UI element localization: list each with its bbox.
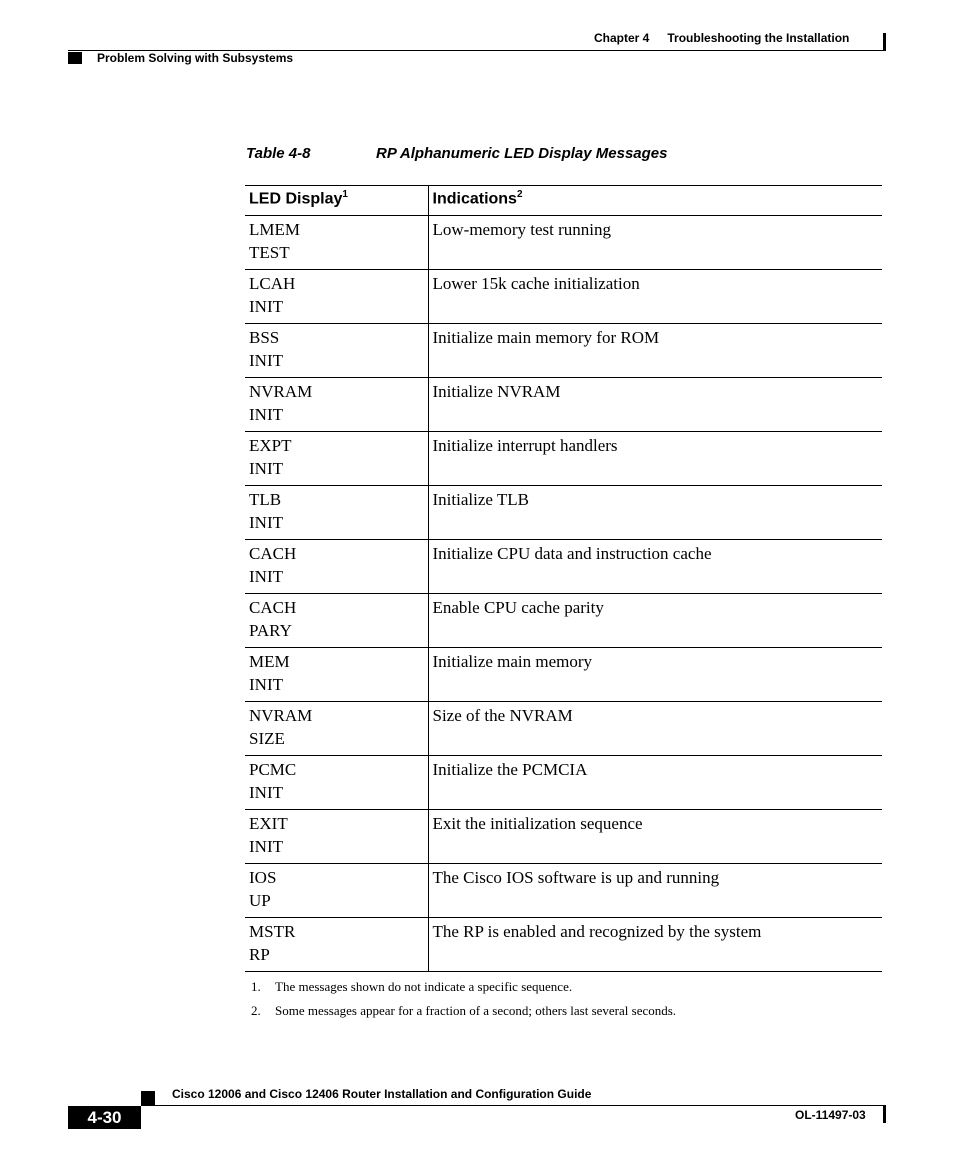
footnote-1: [251, 979, 676, 1003]
indication-cell: Initialize main memory for ROM: [428, 324, 882, 378]
footnote-text: Some messages appear for a fraction of a second; others last several seconds.: [275, 1003, 677, 1018]
indication-cell: Initialize the PCMCIA: [428, 756, 882, 810]
led-display-line-2: INIT: [249, 675, 283, 694]
table-row: [245, 378, 882, 432]
table-title: RP Alphanumeric LED Display Messages: [376, 145, 668, 162]
led-display-cell: [245, 270, 428, 324]
footnote-ref-2: 2: [516, 189, 523, 200]
led-display-line-1: IOS: [249, 868, 277, 887]
table-row: [245, 918, 882, 972]
led-display-line-1: LMEM: [249, 220, 300, 239]
table-row: [245, 594, 882, 648]
footnote-ref-1: 1: [342, 189, 348, 200]
col-header-led-display: [245, 186, 428, 216]
led-display-line-2: UP: [249, 891, 271, 910]
indication-cell: Initialize CPU data and instruction cache: [428, 540, 882, 594]
led-display-line-2: INIT: [249, 351, 283, 370]
led-display-line-1: LCAH: [249, 274, 296, 293]
led-display-line-1: PCMC: [249, 760, 297, 779]
running-header-chapter: [594, 31, 849, 45]
led-display-line-2: INIT: [249, 297, 283, 316]
led-display-line-1: CACH: [249, 598, 297, 617]
footnote-2: [251, 1003, 676, 1027]
led-display-cell: [245, 540, 428, 594]
running-header-section: Problem Solving with Subsystems: [97, 51, 294, 65]
table-footnotes: [251, 979, 676, 1027]
page-number: 4-30: [68, 1106, 141, 1129]
indication-cell: Lower 15k cache initialization: [428, 270, 882, 324]
footer-guide-title: Cisco 12006 and Cisco 12406 Router Installation and Configuration Guide: [172, 1087, 592, 1101]
header-right-bar: [883, 33, 886, 51]
led-display-line-2: PARY: [249, 621, 292, 640]
led-display-cell: [245, 486, 428, 540]
indication-cell: The RP is enabled and recognized by the system: [428, 918, 882, 972]
chapter-label: Chapter 4: [594, 31, 650, 45]
led-display-line-2: INIT: [249, 837, 283, 856]
led-display-line-2: TEST: [249, 243, 290, 262]
led-display-line-1: TLB: [249, 490, 282, 509]
led-display-line-2: INIT: [249, 459, 283, 478]
led-display-line-2: INIT: [249, 567, 283, 586]
indication-cell: Initialize NVRAM: [428, 378, 882, 432]
led-display-line-1: MEM: [249, 652, 290, 671]
led-display-line-2: SIZE: [249, 729, 285, 748]
table-row: [245, 270, 882, 324]
table-number: Table 4-8: [246, 145, 311, 162]
table-header-row: [245, 186, 882, 216]
led-display-line-1: EXIT: [249, 814, 288, 833]
table-caption: [246, 145, 667, 162]
footnote-text: The messages shown do not indicate a specific sequence.: [275, 979, 573, 994]
led-messages-table: [245, 185, 882, 972]
table-row: [245, 756, 882, 810]
led-display-cell: [245, 378, 428, 432]
led-display-line-2: INIT: [249, 405, 283, 424]
led-display-line-2: RP: [249, 945, 270, 964]
led-display-line-2: INIT: [249, 513, 283, 532]
led-display-line-1: MSTR: [249, 922, 296, 941]
footnote-number: 2.: [251, 1003, 261, 1018]
col-header-indications-label: Indications: [432, 190, 517, 208]
table-row: [245, 810, 882, 864]
col-header-led-display-label: LED Display: [249, 190, 343, 208]
led-display-cell: [245, 864, 428, 918]
led-display-cell: [245, 918, 428, 972]
led-display-cell: [245, 594, 428, 648]
footer-marker-square: [141, 1091, 155, 1106]
led-display-line-1: NVRAM: [249, 706, 313, 725]
chapter-title: Troubleshooting the Installation: [667, 31, 850, 45]
table-row: [245, 702, 882, 756]
table-row: [245, 324, 882, 378]
header-marker-square: [68, 52, 82, 64]
led-display-line-1: EXPT: [249, 436, 292, 455]
table-row: [245, 216, 882, 270]
col-header-indications: [428, 186, 882, 216]
led-display-line-1: CACH: [249, 544, 297, 563]
led-display-cell: [245, 810, 428, 864]
led-display-cell: [245, 432, 428, 486]
document-number: OL-11497-03: [795, 1108, 866, 1122]
table-row: [245, 540, 882, 594]
led-display-cell: [245, 324, 428, 378]
indication-cell: Initialize interrupt handlers: [428, 432, 882, 486]
indication-cell: Exit the initialization sequence: [428, 810, 882, 864]
footer-rule: [141, 1105, 886, 1106]
led-display-line-1: BSS: [249, 328, 280, 347]
indication-cell: Initialize TLB: [428, 486, 882, 540]
indication-cell: Initialize main memory: [428, 648, 882, 702]
indication-cell: Low-memory test running: [428, 216, 882, 270]
indication-cell: Size of the NVRAM: [428, 702, 882, 756]
table-body: [245, 216, 882, 972]
table-row: [245, 486, 882, 540]
indication-cell: The Cisco IOS software is up and running: [428, 864, 882, 918]
led-display-cell: [245, 216, 428, 270]
table-row: [245, 648, 882, 702]
footnote-number: 1.: [251, 979, 261, 994]
indication-cell: Enable CPU cache parity: [428, 594, 882, 648]
led-display-cell: [245, 702, 428, 756]
led-display-line-2: INIT: [249, 783, 283, 802]
table-row: [245, 864, 882, 918]
led-display-cell: [245, 756, 428, 810]
table-row: [245, 432, 882, 486]
footer-right-bar: [883, 1106, 886, 1123]
led-display-line-1: NVRAM: [249, 382, 313, 401]
led-display-cell: [245, 648, 428, 702]
